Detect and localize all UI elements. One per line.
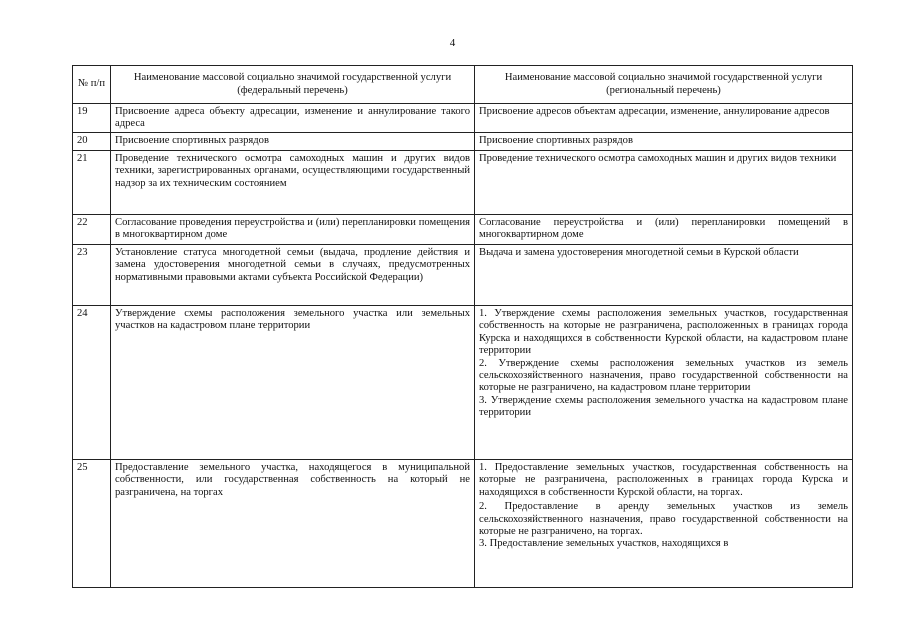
federal-service: Установление статуса многодетной семьи (выдача, продление действия и замена удостоверения многодетной семьи в случаях, предусмотренных нормативными правовыми актами субъекта Российской Федерации) bbox=[111, 245, 475, 306]
services-table bbox=[72, 65, 853, 588]
header-num: № п/п bbox=[73, 66, 111, 104]
regional-item: Согласование переустройства и (или) перепланировки помещений в многоквартирном доме bbox=[479, 217, 848, 241]
regional-item: Присвоение адресов объектам адресации, изменение, аннулирование адресов bbox=[479, 106, 830, 117]
row-number: 24 bbox=[73, 306, 111, 460]
table-row bbox=[73, 460, 853, 588]
table-row bbox=[73, 151, 853, 215]
federal-service: Присвоение адреса объекту адресации, изменение и аннулирование такого адреса bbox=[111, 104, 475, 133]
regional-service bbox=[475, 460, 853, 588]
regional-item: 2. Утверждение схемы расположения земельных участков из земель сельскохозяйственного назначения, право государственной собственности на которые не разграничено, на кадастровом плане территории bbox=[479, 357, 848, 394]
regional-item: 2. Предоставление в аренду земельных участков из земель сельскохозяйственного назначения, право государственной собственности на которые не разграничено, на торгах. bbox=[479, 501, 848, 538]
regional-item: Проведение технического осмотра самоходных машин и других видов техники bbox=[479, 153, 837, 164]
regional-service bbox=[475, 133, 853, 151]
federal-service: Предоставление земельного участка, находящегося в муниципальной собственности, или государственная собственность на который не разграничена, на торгах bbox=[111, 460, 475, 588]
regional-service bbox=[475, 104, 853, 133]
row-number: 19 bbox=[73, 104, 111, 133]
regional-service bbox=[475, 306, 853, 460]
federal-service: Утверждение схемы расположения земельного участка или земельных участков на кадастровом плане территории bbox=[111, 306, 475, 460]
regional-item: Выдача и замена удостоверения многодетной семьи в Курской области bbox=[479, 247, 799, 258]
regional-service bbox=[475, 245, 853, 306]
regional-item: 3. Утверждение схемы расположения земельного участка на кадастровом плане территории bbox=[479, 394, 848, 419]
table-row bbox=[73, 245, 853, 306]
table-header-row bbox=[73, 66, 853, 104]
row-number: 22 bbox=[73, 215, 111, 245]
table-row bbox=[73, 104, 853, 133]
regional-service bbox=[475, 215, 853, 245]
regional-item: 3. Предоставление земельных участков, находящихся в bbox=[479, 538, 729, 550]
regional-item: 1. Утверждение схемы расположения земельных участков, государственная собственность на которые не разграничена, расположенных в границах города Курска и находящихся в собственности Курской области, на кадастровом плане территории bbox=[479, 308, 848, 357]
row-number: 20 bbox=[73, 133, 111, 151]
table-row bbox=[73, 133, 853, 151]
federal-service: Проведение технического осмотра самоходных машин и других видов техники, зарегистрированных органами, осуществляющими государственный надзор за их техническим состоянием bbox=[111, 151, 475, 215]
header-federal: Наименование массовой социально значимой государственной услуги (федеральный перечень) bbox=[111, 66, 475, 104]
regional-service bbox=[475, 151, 853, 215]
page-number: 4 bbox=[449, 37, 456, 49]
header-regional: Наименование массовой социально значимой государственной услуги (региональный перечень) bbox=[475, 66, 853, 104]
federal-service: Присвоение спортивных разрядов bbox=[111, 133, 475, 151]
regional-item: 1. Предоставление земельных участков, государственная собственность на которые не разграничена, расположенных в границах города Курска и находящихся в собственности Курской области, на торгах. bbox=[479, 462, 848, 498]
row-number: 23 bbox=[73, 245, 111, 306]
regional-item: Присвоение спортивных разрядов bbox=[479, 135, 633, 146]
table-row bbox=[73, 215, 853, 245]
row-number: 21 bbox=[73, 151, 111, 215]
table-row bbox=[73, 306, 853, 460]
row-number: 25 bbox=[73, 460, 111, 588]
federal-service: Согласование проведения переустройства и (или) перепланировки помещения в многоквартирном доме bbox=[111, 215, 475, 245]
